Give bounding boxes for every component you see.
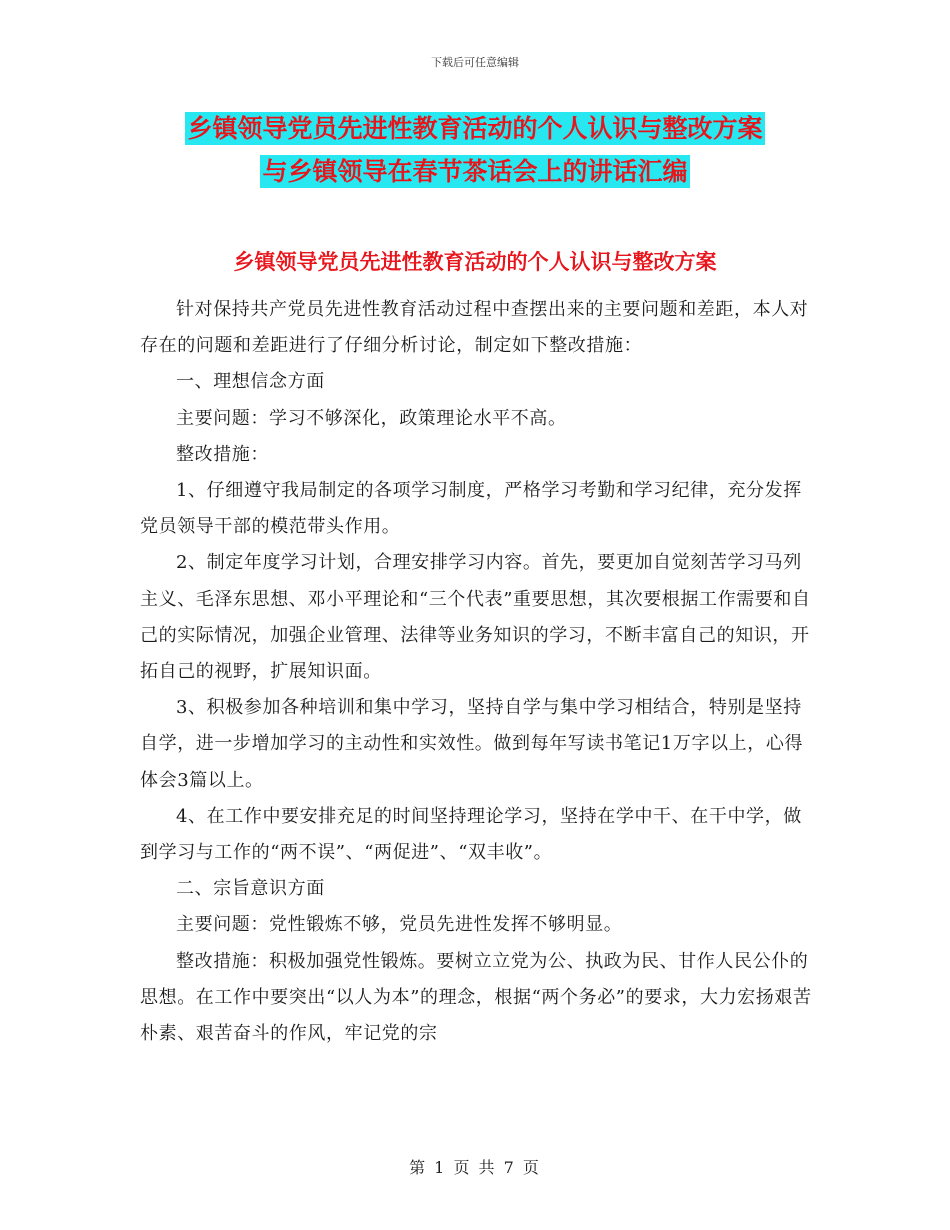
paragraph: 2、制定年度学习计划，合理安排学习内容。首先，要更加自觉刻苦学习马列主义、毛泽东思想、邓小平理论和“三个代表”重要思想，其次要根据工作需要和自己的实际情况，加强企业管理、法律等业务知识的学习，不断丰富自己的知识，开拓自己的视野，扩展知识面。 — [140, 552, 811, 683]
section-title: 乡镇领导党员先进性教育活动的个人认识与整改方案 — [233, 250, 717, 274]
document-body — [140, 292, 820, 1052]
paragraph: 主要问题：党性锻炼不够，党员先进性发挥不够明显。 — [176, 914, 623, 936]
paragraph: 4、在工作中要安排充足的时间坚持理论学习，坚持在学中干、在干中学，做到学习与工作的“两不误”、“两促进”、“双丰收”。 — [140, 805, 802, 864]
main-title-line-2-text: 与乡镇领导在春节茶话会上的讲话汇编 — [262, 157, 688, 186]
paragraph: 3、积极参加各种培训和集中学习，坚持自学与集中学习相结合，特别是坚持自学，进一步增加学习的主动性和实效性。做到每年写读书笔记1万字以上，心得体会3篇以上。 — [140, 697, 804, 791]
header-note: 下载后可任意编辑 — [431, 56, 519, 69]
paragraph: 整改措施： — [176, 443, 269, 465]
main-title-line-2 — [0, 155, 950, 189]
paragraph: 整改措施：积极加强党性锻炼。要树立立党为公、执政为民、甘作人民公仆的思想。在工作中要突出“以人为本”的理念，根据“两个务必”的要求，大力宏扬艰苦朴素、艰苦奋斗的作风，牢记党的宗 — [140, 950, 812, 1045]
paragraph: 一、理想信念方面 — [176, 371, 325, 393]
paragraph: 主要问题：学习不够深化，政策理论水平不高。 — [176, 407, 567, 429]
paragraph: 针对保持共产党员先进性教育活动过程中查摆出来的主要问题和差距，本人对存在的问题和差距进行了仔细分析讨论，制定如下整改措施： — [140, 299, 809, 357]
page-number-footer: 第 1 页 共 7 页 — [409, 1158, 541, 1177]
paragraph: 二、宗旨意识方面 — [176, 878, 325, 900]
paragraph: 1、仔细遵守我局制定的各项学习制度，严格学习考勤和学习纪律，充分发挥党员领导干部的模范带头作用。 — [140, 480, 802, 538]
main-title-line-1 — [0, 112, 950, 146]
main-title-line-1-text: 乡镇领导党员先进性教育活动的个人认识与整改方案 — [187, 114, 763, 143]
